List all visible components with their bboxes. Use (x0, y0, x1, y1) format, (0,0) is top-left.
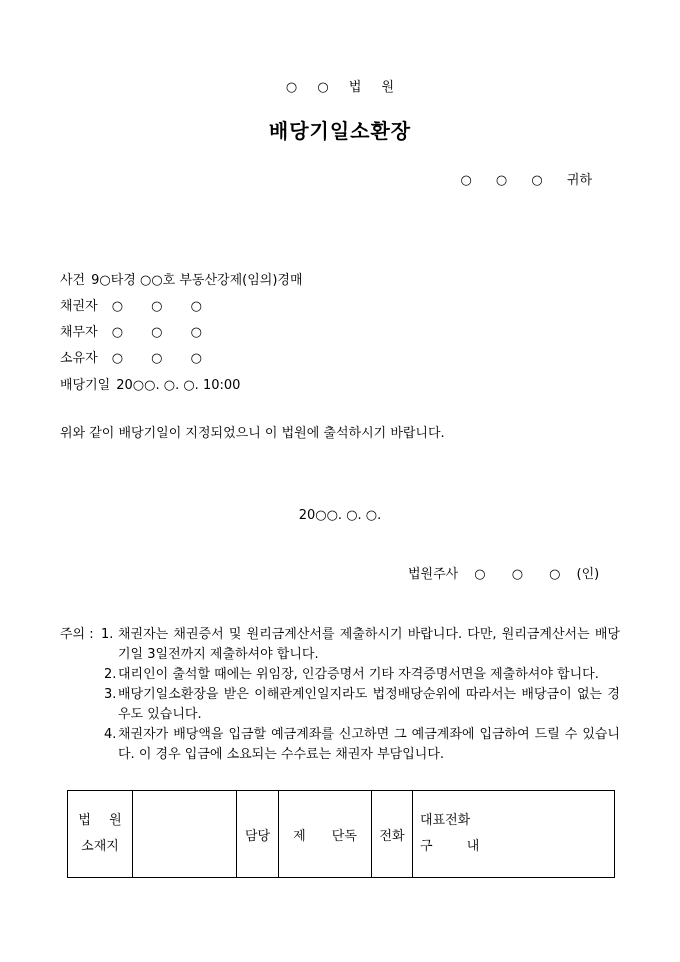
debtor-value: ○ ○ ○ (111, 325, 202, 340)
main-phone-label: 대표전화 (420, 813, 471, 828)
note-item (60, 725, 620, 765)
signature-seal: (인) (576, 567, 600, 582)
division-value: 제 단독 (293, 828, 357, 844)
distribution-date-value: 20○○. ○. ○. 10:00 (116, 378, 241, 393)
signature-line (408, 567, 599, 583)
recipient: ○ ○ ○ 귀하 (460, 173, 592, 188)
creditor-label: 채권자 (60, 299, 98, 314)
note-text: 채권자는 채권증서 및 원리금계산서를 제출하시기 바랍니다. 다만, 원리금계산서는 배당기일 3일전까지 제출하셔야 합니다. (118, 627, 620, 662)
notes-label-spacer (60, 685, 101, 725)
phone-label: 전화 (379, 828, 405, 844)
note-number: 4. (104, 727, 117, 742)
court-location-label-line1: 법 원 (78, 813, 122, 828)
note-text: 대리인이 출석할 때에는 위임장, 인감증명서 기타 자격증명서면을 제출하셔야 합니다. (118, 667, 599, 682)
note-number: 2. (104, 667, 117, 682)
charge-label-cell (237, 791, 279, 878)
phone-label-cell (372, 791, 413, 878)
notes-label-spacer (60, 665, 101, 685)
court-location-label-cell (68, 791, 133, 878)
note-text: 채권자가 배당액을 입금할 예금계좌를 신고하면 그 예금계좌에 입금하여 드릴 수 있습니다. 이 경우 입금에 소요되는 수수료는 채권자 부담입니다. (118, 727, 620, 762)
note-item (60, 665, 620, 685)
owner-value: ○ ○ ○ (111, 351, 202, 366)
case-line (60, 273, 303, 289)
case-label: 사건 (60, 273, 86, 288)
phone-info-cell (413, 791, 615, 878)
notes-list (60, 625, 620, 765)
creditor-line (60, 299, 202, 315)
distribution-date-line (60, 378, 240, 394)
court-location-value-cell (133, 791, 237, 878)
notes-label: 주의 : (60, 627, 94, 642)
notes-label-spacer (60, 725, 101, 765)
issue-date: 20○○. ○. ○. (298, 508, 382, 523)
note-number: 3. (104, 687, 117, 702)
division-cell (279, 791, 372, 878)
debtor-label: 채무자 (60, 325, 98, 340)
debtor-line (60, 325, 202, 341)
signature-title: 법원주사 (408, 567, 459, 582)
distribution-date-label: 배당기일 (60, 378, 111, 393)
court-location-label-line2: 소재지 (81, 839, 119, 854)
court-header: ○ ○ 법 원 (285, 80, 395, 95)
body-text: 위와 같이 배당기일이 지정되었으니 이 법원에 출석하시기 바랍니다. (60, 426, 445, 441)
notes-and-footer (60, 625, 620, 878)
note-text: 배당기일소환장을 받은 이해관계인일지라도 법정배당순위에 따라서는 배당금이 없는 경우도 있습니다. (118, 687, 620, 722)
signature-name: ○ ○ ○ (474, 567, 561, 582)
owner-line (60, 351, 202, 367)
note-item (60, 625, 620, 665)
charge-label: 담당 (244, 828, 271, 844)
document-title: 배당기일소환장 (268, 119, 412, 143)
court-info-table (67, 790, 615, 878)
note-item (60, 685, 620, 725)
note-number: 1. (101, 627, 114, 642)
extension-label: 구 내 (420, 839, 480, 854)
creditor-value: ○ ○ ○ (111, 299, 202, 314)
case-value: 9○타경 ○○호 부동산강제(임의)경매 (91, 273, 303, 288)
owner-label: 소유자 (60, 351, 98, 366)
